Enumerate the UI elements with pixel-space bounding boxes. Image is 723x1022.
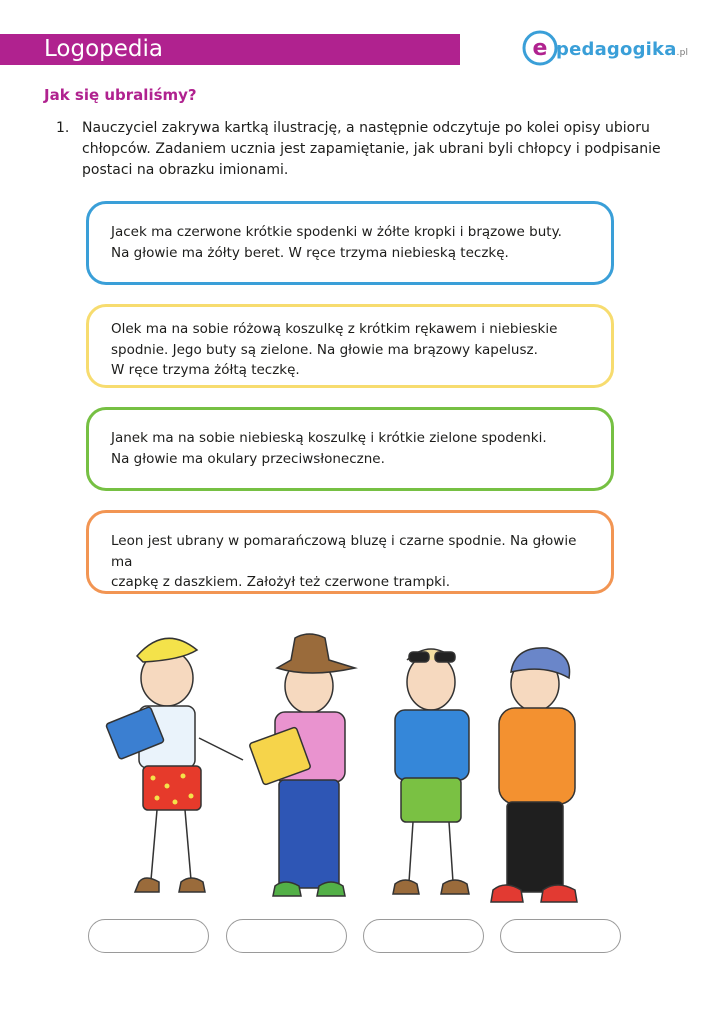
description-line: W ręce trzyma żółtą teczkę. (111, 362, 300, 378)
logo-e-icon (522, 30, 558, 66)
boys-illustration (95, 620, 615, 920)
description-box-janek (86, 407, 614, 491)
worksheet-subtitle: Jak się ubraliśmy? (44, 86, 197, 104)
logo-wordmark: pedagogika (556, 39, 677, 60)
description-line: czapkę z daszkiem. Założył też czerwone trampki. (111, 574, 451, 590)
page-title: Logopedia (44, 36, 163, 62)
boy-olek-figure (249, 634, 355, 896)
description-line: Olek ma na sobie różową koszulkę z krótkim rękawem i niebieskie (111, 321, 558, 337)
logo-text (556, 39, 688, 60)
description-line: Janek ma na sobie niebieską koszulkę i krótkie zielone spodenki. (111, 430, 547, 446)
description-line: Na głowie ma żółty beret. W ręce trzyma niebieską teczkę. (111, 244, 509, 261)
task-text: Nauczyciel zakrywa kartką ilustrację, a następnie odczytuje po kolei opisy ubioru chłopców. Zadaniem ucznia jest zapamiętanie, jak ubrani byli chłopcy i podpisanie postaci na obrazku imionami. (82, 120, 661, 178)
header-bar (0, 34, 460, 65)
name-answer-box[interactable] (88, 919, 209, 953)
task-instruction (56, 118, 676, 181)
epedagogika-logo (522, 30, 692, 70)
task-number: 1. (56, 120, 70, 136)
boy-leon-figure (491, 648, 577, 902)
description-box-olek (86, 304, 614, 388)
description-line: Jacek ma czerwone krótkie spodenki w żółte kropki i brązowe buty. (111, 224, 562, 240)
boy-jacek-figure (106, 638, 243, 892)
description-line: Na głowie ma okulary przeciwsłoneczne. (111, 450, 385, 467)
name-answer-box[interactable] (363, 919, 484, 953)
description-line: Leon jest ubrany w pomarańczową bluzę i czarne spodnie. Na głowie ma (111, 533, 577, 570)
description-box-jacek (86, 201, 614, 285)
logo-letter: e (532, 36, 548, 61)
name-answer-box[interactable] (500, 919, 621, 953)
description-box-leon (86, 510, 614, 594)
boy-janek-figure (393, 649, 469, 894)
description-line: spodnie. Jego buty są zielone. Na głowie ma brązowy kapelusz. (111, 341, 538, 358)
name-answer-box[interactable] (226, 919, 347, 953)
logo-suffix: .pl (676, 48, 689, 58)
